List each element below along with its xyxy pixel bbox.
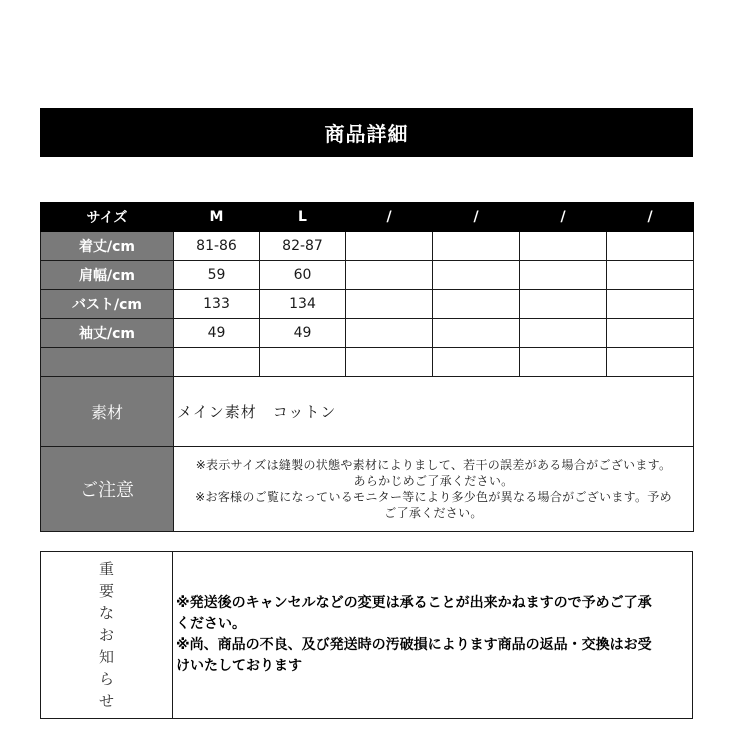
header-m: M [174, 203, 260, 232]
row-label: 着丈/cm [41, 232, 174, 261]
table-cell [607, 319, 694, 348]
table-cell [174, 348, 260, 377]
notes-label: ご注意 [41, 447, 174, 532]
table-cell [260, 348, 346, 377]
notice-label-char: お [98, 626, 114, 644]
table-cell: 49 [174, 319, 260, 348]
notice-label-char: せ [98, 692, 114, 710]
material-value: メイン素材 コットン [174, 377, 694, 447]
table-cell: 133 [174, 290, 260, 319]
notes-row [41, 447, 694, 532]
notes-line: ※表示サイズは縫製の状態や素材によりまして、若干の誤差がある場合がございます。 [195, 458, 672, 472]
material-row [41, 377, 694, 447]
header-size: サイズ [41, 203, 174, 232]
table-cell [607, 348, 694, 377]
table-cell: 82-87 [260, 232, 346, 261]
table-cell: 81-86 [174, 232, 260, 261]
size-header-row [41, 203, 694, 232]
table-cell [433, 348, 520, 377]
notice-label-char: な [98, 604, 114, 622]
row-label: 肩幅/cm [41, 261, 174, 290]
table-cell: 59 [174, 261, 260, 290]
row-label [41, 348, 174, 377]
header-col-5: / [433, 203, 520, 232]
header-col-7: / [607, 203, 694, 232]
notice-line: ※尚、商品の不良、及び発送時の汚破損によります商品の返品・交換はお受 [176, 637, 652, 653]
important-notice-text [173, 552, 692, 718]
table-row [41, 348, 694, 377]
table-cell [433, 261, 520, 290]
table-cell [346, 348, 433, 377]
header-col-6: / [520, 203, 607, 232]
notes-line: ご了承ください。 [384, 506, 483, 520]
table-cell [607, 232, 694, 261]
table-cell [433, 232, 520, 261]
table-cell [346, 290, 433, 319]
table-cell [346, 261, 433, 290]
table-cell [607, 261, 694, 290]
section-title-bar [40, 108, 693, 157]
notice-line: ※発送後のキャンセルなどの変更は承ることが出来かねますので予めご了承 [176, 595, 652, 611]
notice-line: けいたしております [176, 658, 302, 674]
size-table [40, 202, 694, 532]
notes-line: ※お客様のご覧になっているモニター等により多少色が異なる場合がございます。予め [195, 490, 672, 504]
notice-label-char: 重 [98, 560, 114, 578]
notice-label-char: 知 [98, 648, 114, 666]
table-cell [433, 319, 520, 348]
table-cell [520, 348, 607, 377]
notice-label-char: ら [98, 670, 114, 688]
header-l: L [260, 203, 346, 232]
header-col-4: / [346, 203, 433, 232]
important-notice-label [41, 552, 173, 718]
section-title: 商品詳細 [324, 122, 409, 146]
notes-line: あらかじめご了承ください。 [353, 474, 514, 488]
table-row [41, 232, 694, 261]
table-cell [520, 232, 607, 261]
table-cell [520, 261, 607, 290]
table-cell [433, 290, 520, 319]
table-cell [607, 290, 694, 319]
table-cell [346, 319, 433, 348]
table-cell: 49 [260, 319, 346, 348]
notes-text [174, 447, 694, 532]
row-label: 袖丈/cm [41, 319, 174, 348]
important-notice-box [40, 551, 693, 719]
table-row [41, 261, 694, 290]
row-label: バスト/cm [41, 290, 174, 319]
material-label: 素材 [41, 377, 174, 447]
table-cell: 60 [260, 261, 346, 290]
table-row [41, 290, 694, 319]
table-row [41, 319, 694, 348]
table-cell: 134 [260, 290, 346, 319]
table-cell [520, 319, 607, 348]
notice-label-char: 要 [98, 582, 114, 600]
table-cell [520, 290, 607, 319]
notice-line: ください。 [176, 616, 246, 632]
table-cell [346, 232, 433, 261]
